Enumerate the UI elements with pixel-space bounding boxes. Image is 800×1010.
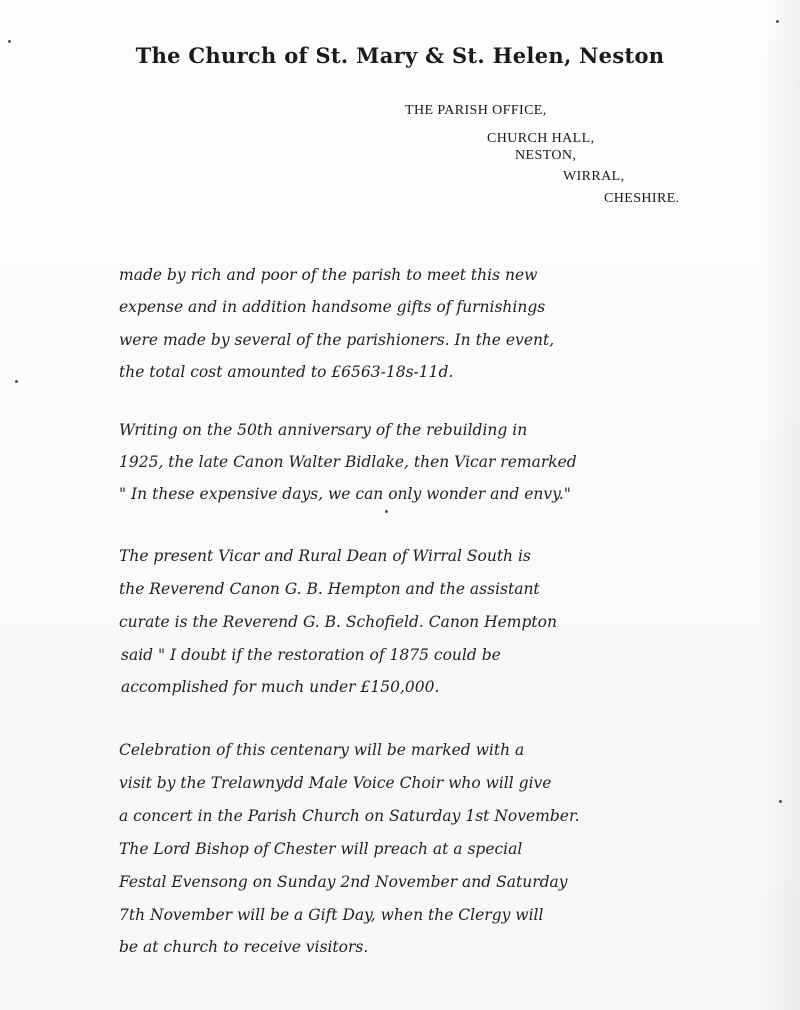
p1-line-2: expense and in addition handsome gifts of furnishings [119, 298, 546, 316]
p3-line-5: accomplished for much under £150,000. [121, 678, 440, 696]
address-line-1: THE PARISH OFFICE, [405, 103, 547, 118]
address-line-3: NESTON, [515, 148, 577, 163]
p4-line-6: 7th November will be a Gift Day, when the Clergy will [119, 906, 544, 924]
scan-speck [779, 800, 782, 803]
p4-line-5: Festal Evensong on Sunday 2nd November and Saturday [119, 873, 568, 891]
p3-line-1: The present Vicar and Rural Dean of Wirral South is [119, 547, 531, 565]
scan-speck [385, 510, 388, 513]
p4-line-1: Celebration of this centenary will be marked with a [119, 741, 525, 759]
p3-line-4: said " I doubt if the restoration of 1875 could be [121, 646, 501, 664]
p2-line-1: Writing on the 50th anniversary of the rebuilding in [119, 421, 528, 439]
p4-line-2: visit by the Trelawnydd Male Voice Choir who will give [119, 774, 552, 792]
p3-line-2: the Reverend Canon G. B. Hempton and the assistant [119, 580, 540, 598]
letterhead-title: The Church of St. Mary & St. Helen, Neston [135, 43, 665, 68]
address-line-2: CHURCH HALL, [487, 131, 595, 146]
p2-line-3: " In these expensive days, we can only wonder and envy." [119, 485, 571, 503]
p2-line-2: 1925, the late Canon Walter Bidlake, then Vicar remarked [119, 453, 577, 471]
address-line-4: WIRRAL, [563, 169, 625, 184]
scan-speck [776, 20, 779, 23]
p4-line-4: The Lord Bishop of Chester will preach at a special [119, 840, 523, 858]
p4-line-3: a concert in the Parish Church on Saturday 1st November. [119, 807, 580, 825]
scan-speck [8, 40, 11, 43]
p3-line-3: curate is the Reverend G. B. Schofield. Canon Hempton [119, 613, 557, 631]
p4-line-7: be at church to receive visitors. [119, 938, 369, 956]
scan-speck [15, 380, 18, 383]
p1-line-1: made by rich and poor of the parish to meet this new [119, 266, 538, 284]
address-line-5: CHESHIRE. [604, 191, 680, 206]
p1-line-4: the total cost amounted to £6563-18s-11d. [119, 363, 454, 381]
p1-line-3: were made by several of the parishioners. In the event, [119, 331, 555, 349]
